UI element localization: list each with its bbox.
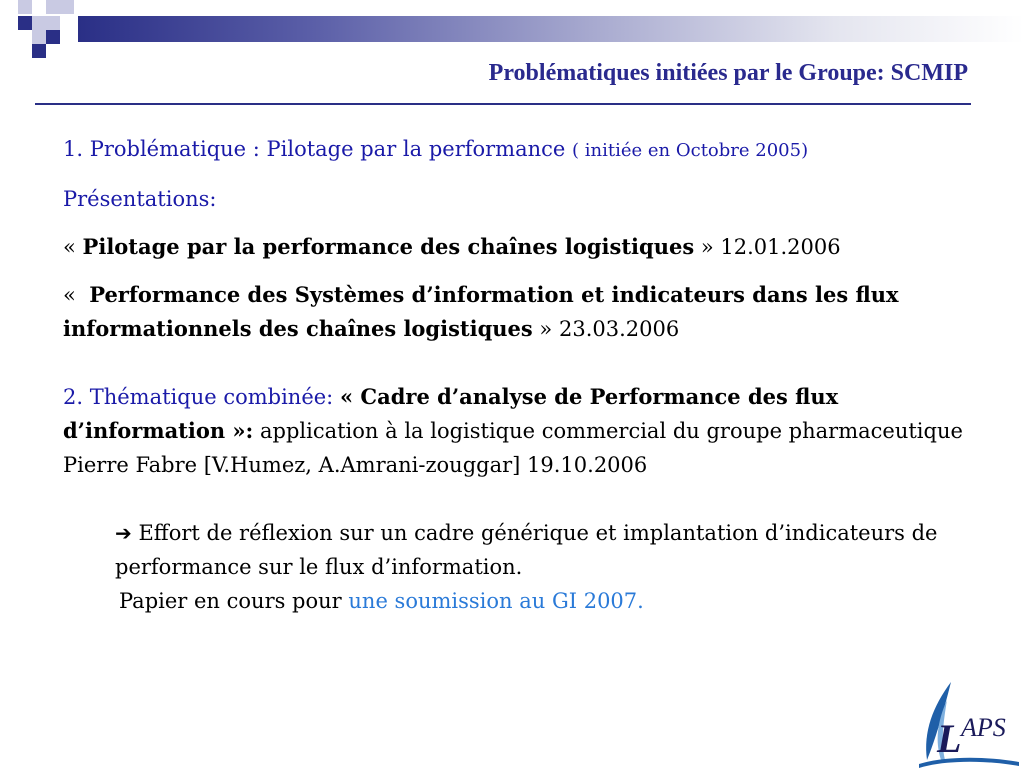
- section1-heading-text: 1. Problématique : Pilotage par la performance: [63, 137, 566, 161]
- section2-label: 2. Thématique combinée:: [63, 385, 334, 409]
- close-quote: »: [700, 235, 714, 259]
- svg-text:L: L: [937, 716, 962, 761]
- close-quote: »: [539, 317, 553, 341]
- section1-heading: [63, 132, 963, 168]
- laps-logo: [915, 680, 1023, 768]
- presentation-date: 23.03.2006: [558, 317, 680, 341]
- open-quote: «: [63, 283, 76, 307]
- arrow-right-icon: ➔: [115, 521, 132, 545]
- paper-status: [63, 584, 963, 618]
- slide-content: [63, 132, 963, 618]
- slide-title: Problématiques initiées par le Groupe: SCMIP: [488, 60, 968, 86]
- section2-title: « Cadre d’analyse de Performance des flux d’information »:: [63, 384, 839, 443]
- paper-prefix: Papier en cours pour: [119, 589, 342, 613]
- presentation-item: [63, 230, 963, 264]
- presentation-item: [63, 278, 963, 346]
- submission-link[interactable]: une soumission au GI 2007.: [348, 589, 644, 613]
- presentation-date: 12.01.2006: [720, 235, 841, 259]
- conclusion-paragraph: [63, 516, 963, 584]
- corner-squares-decoration: [0, 0, 80, 64]
- presentation-title: Performance des Systèmes d’information et indicateurs dans les flux informationnels des chaînes logistiques: [63, 282, 899, 341]
- presentations-label: Présentations:: [63, 187, 217, 211]
- conclusion-text: Effort de réflexion sur un cadre générique et implantation d’indicateurs de performance sur le flux d’information.: [115, 521, 938, 579]
- title-divider: [35, 103, 971, 105]
- svg-text:APS: APS: [961, 713, 1006, 742]
- section1-heading-note: ( initiée en Octobre 2005): [572, 140, 809, 161]
- open-quote: «: [63, 235, 76, 259]
- section2-paragraph: [63, 380, 963, 482]
- header-gradient-bar: [78, 16, 1024, 42]
- presentation-title: Pilotage par la performance des chaînes logistiques: [82, 234, 695, 259]
- section2-text: application à la logistique commercial du groupe pharmaceutique Pierre Fabre [V.Humez, A.Amrani-zouggar] 19.10.2006: [63, 419, 963, 477]
